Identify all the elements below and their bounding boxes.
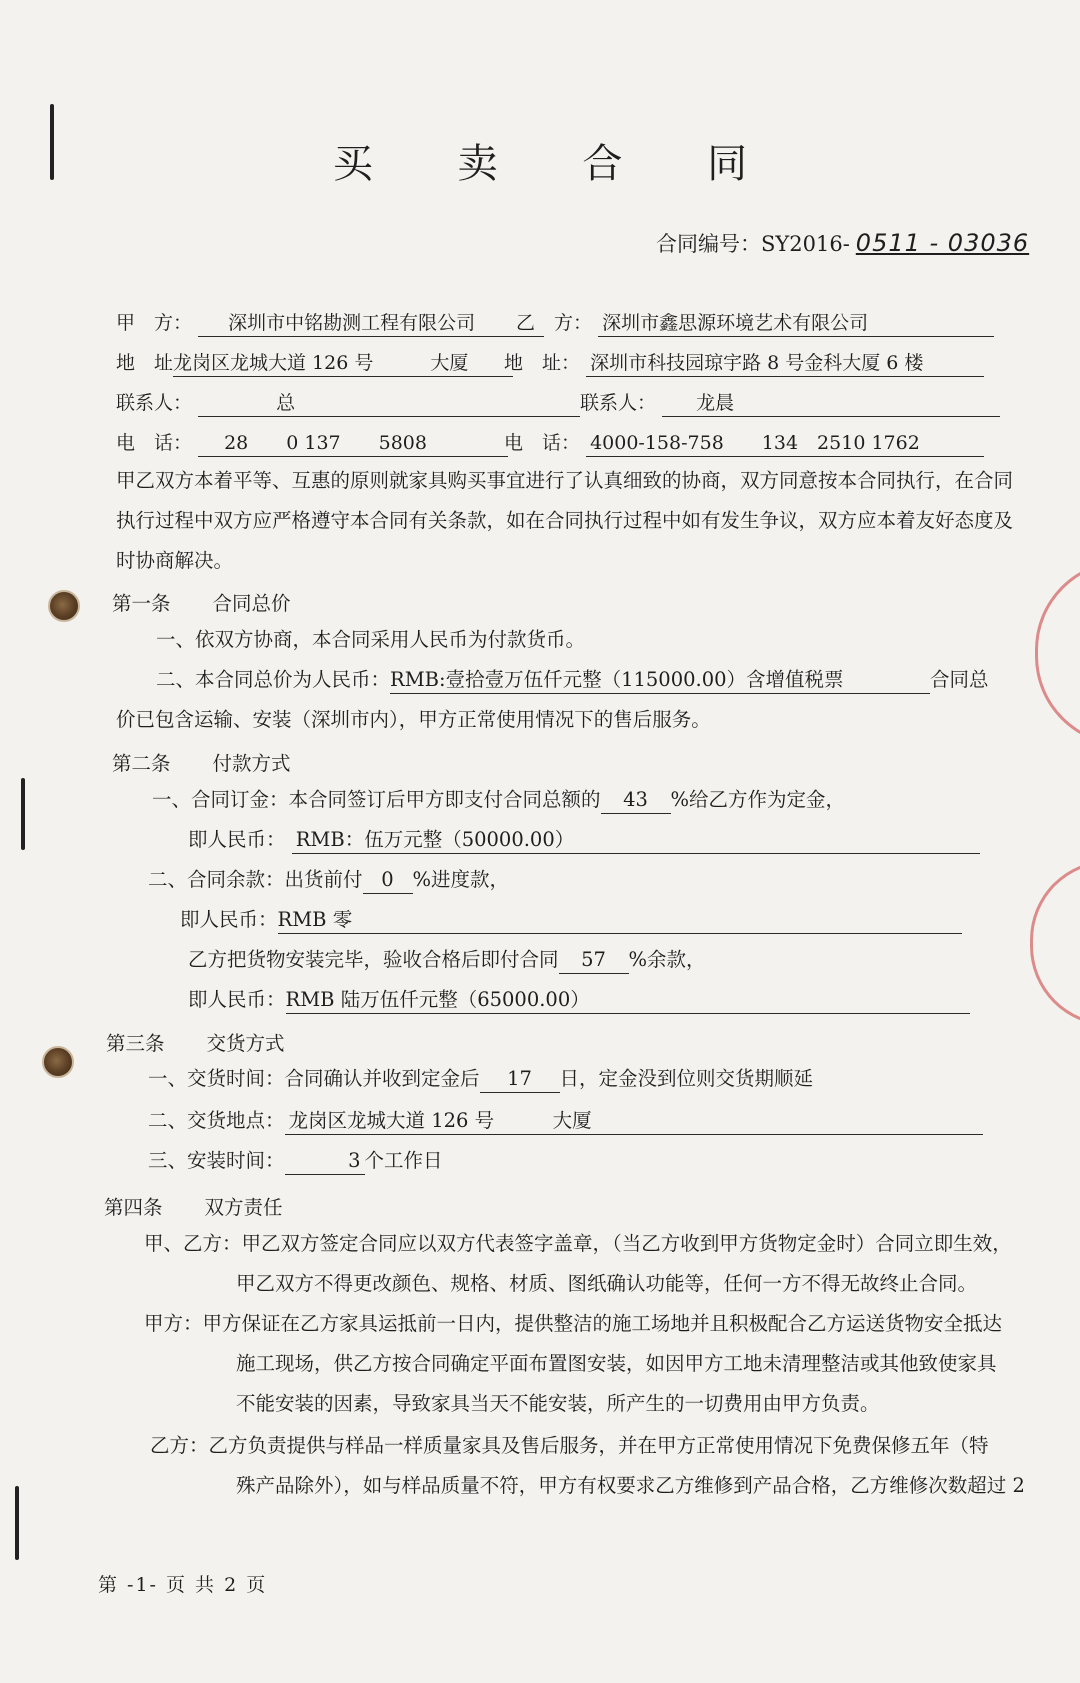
delivery-place-label: 二、交货地点： xyxy=(148,1109,285,1132)
deposit-suffix: %给乙方作为定金， xyxy=(670,788,846,811)
delivery-time-label: 一、交货时间：合同确认并收到定金后 xyxy=(148,1067,480,1090)
article-4-line: 殊产品除外），如与样品质量不符，甲方有权要求乙方维修到产品合格，乙方维修次数超过 2 xyxy=(236,1474,1025,1497)
remaining-rmb-label: 即人民币： xyxy=(188,988,286,1011)
delivery-time-suffix: 日，定金没到位则交货期顺延 xyxy=(559,1067,814,1090)
phone-a-label: 电 话： xyxy=(116,432,193,454)
red-seal-stamp xyxy=(1030,860,1080,1026)
article-3-line xyxy=(148,1059,813,1099)
article-4-line: 甲方：甲方保证在乙方家具运抵前一日内，提供整洁的施工场地并且积极配合乙方运送货物安全抵达 xyxy=(144,1312,1003,1335)
article-2-line xyxy=(152,780,845,820)
article-3-number: 第三条 xyxy=(106,1032,165,1055)
contract-number xyxy=(656,228,1029,258)
deposit-rmb-label: 即人民币： xyxy=(188,828,286,851)
article-2-line xyxy=(180,900,962,940)
article-1-line: 价已包含运输、安装（深圳市内），甲方正常使用情况下的售后服务。 xyxy=(116,708,711,731)
document-title: 买 卖 合 同 xyxy=(332,141,784,187)
deposit-rmb-value: RMB：伍万元整（50000.00） xyxy=(292,827,980,854)
article-2-line xyxy=(188,940,706,980)
remaining-rmb-value: RMB 陆万伍仟元整（65000.00） xyxy=(286,987,970,1014)
article-4-line: 甲、乙方：甲乙双方签定合同应以双方代表签字盖章，（当乙方收到甲方货物定金时）合同立即生效， xyxy=(144,1232,1012,1255)
intro-line: 甲乙双方本着平等、互惠的原则就家具购买事宜进行了认真细致的协商，双方同意按本合同执行，在合同 xyxy=(116,469,1014,492)
punch-hole xyxy=(42,1046,74,1078)
binder-mark xyxy=(15,1486,19,1560)
contract-number-label: 合同编号：SY2016- xyxy=(656,232,850,256)
article-2-line xyxy=(148,860,509,900)
balance-suffix: %进度款， xyxy=(412,868,510,891)
party-a-label: 甲 方： xyxy=(116,312,193,334)
address-b-row xyxy=(504,348,984,377)
article-2-title: 付款方式 xyxy=(212,752,291,775)
page-footer: 第 -1- 页 共 2 页 xyxy=(98,1574,268,1596)
progress-percent: 0 xyxy=(363,867,413,894)
article-2-heading xyxy=(112,748,291,776)
contract-number-handwritten: 0511 - 03036 xyxy=(855,229,1030,257)
contact-a-row xyxy=(116,388,580,417)
contact-a-label: 联系人： xyxy=(116,392,193,414)
article-2-line xyxy=(188,820,980,860)
install-days: 3 xyxy=(285,1148,365,1175)
remaining-suffix: %余款， xyxy=(628,948,706,971)
balance-label: 二、合同余款：出货前付 xyxy=(148,868,363,891)
party-b-value: 深圳市鑫思源环境艺术有限公司 xyxy=(598,310,994,337)
article-4-line: 乙方：乙方负责提供与样品一样质量家具及售后服务，并在甲方正常使用情况下免费保修五年（特 xyxy=(150,1434,989,1457)
article-3-title: 交货方式 xyxy=(206,1032,285,1055)
phone-b-row xyxy=(504,428,984,457)
address-b-label: 地 址： xyxy=(504,352,581,374)
party-b-label: 乙 方： xyxy=(516,312,593,334)
phone-b-label: 电 话： xyxy=(504,432,581,454)
article-1-total-label: 二、本合同总价为人民币： xyxy=(156,668,391,691)
address-a-row xyxy=(116,348,513,377)
article-3-line xyxy=(148,1101,983,1141)
progress-rmb-label: 即人民币： xyxy=(180,908,278,931)
contact-b-value: 龙晨 xyxy=(662,390,1000,417)
article-4-title: 双方责任 xyxy=(204,1196,283,1219)
article-2-line xyxy=(188,980,970,1020)
install-time-label: 三、安装时间： xyxy=(148,1149,285,1172)
article-3-heading xyxy=(106,1028,285,1056)
deposit-label: 一、合同订金：本合同签订后甲方即支付合同总额的 xyxy=(152,788,601,811)
remaining-percent: 57 xyxy=(559,947,629,974)
intro-line: 执行过程中双方应严格遵守本合同有关条款，如在合同执行过程中如有发生争议，双方应本着友好态度及 xyxy=(116,509,1014,532)
install-time-suffix: 个工作日 xyxy=(364,1149,443,1172)
party-a-row xyxy=(116,308,544,337)
contact-a-value: 总 xyxy=(198,390,580,417)
party-b-row xyxy=(516,308,994,337)
phone-b-value: 4000-158-758 134 2510 1762 xyxy=(586,430,984,457)
article-2-number: 第二条 xyxy=(112,752,171,775)
article-4-line: 不能安装的因素，导致家具当天不能安装，所产生的一切费用由甲方负责。 xyxy=(236,1392,880,1415)
article-1-line: 一、依双方协商，本合同采用人民币为付款货币。 xyxy=(156,628,586,651)
address-a-value: 龙岗区龙城大道 126 号 大厦 xyxy=(173,350,513,377)
article-3-line xyxy=(148,1141,443,1181)
contact-b-row xyxy=(580,388,1000,417)
article-4-line: 施工现场，供乙方按合同确定平面布置图安装，如因甲方工地未清理整洁或其他致使家具 xyxy=(236,1352,997,1375)
progress-rmb-value: RMB 零 xyxy=(278,907,962,934)
binder-mark xyxy=(21,778,25,850)
article-1-total-value: RMB:壹拾壹万伍仟元整（115000.00）含增值税票 xyxy=(390,667,930,694)
article-4-line: 甲乙双方不得更改颜色、规格、材质、图纸确认功能等，任何一方不得无故终止合同。 xyxy=(236,1272,978,1295)
party-a-value: 深圳市中铭勘测工程有限公司 xyxy=(198,310,544,337)
delivery-place-value: 龙岗区龙城大道 126 号 大厦 xyxy=(285,1108,983,1135)
intro-line: 时协商解决。 xyxy=(116,549,234,572)
article-1-line xyxy=(156,660,989,700)
phone-a-value: 28 0 137 5808 xyxy=(198,430,508,457)
article-4-number: 第四条 xyxy=(104,1196,163,1219)
article-4-heading xyxy=(104,1192,283,1220)
contact-b-label: 联系人： xyxy=(580,392,657,414)
article-1-title: 合同总价 xyxy=(212,592,291,615)
deposit-percent: 43 xyxy=(601,787,671,814)
punch-hole xyxy=(48,590,80,622)
address-b-value: 深圳市科技园琼宇路 8 号金科大厦 6 楼 xyxy=(586,350,984,377)
remaining-label: 乙方把货物安装完毕，验收合格后即付合同 xyxy=(188,948,559,971)
address-a-label: 地 址 xyxy=(116,352,174,374)
delivery-days: 17 xyxy=(480,1066,560,1093)
article-1-heading xyxy=(112,588,291,616)
red-seal-stamp xyxy=(1035,560,1080,746)
article-1-number: 第一条 xyxy=(112,592,171,615)
article-1-total-suffix: 合同总 xyxy=(930,668,989,691)
phone-a-row xyxy=(116,428,508,457)
